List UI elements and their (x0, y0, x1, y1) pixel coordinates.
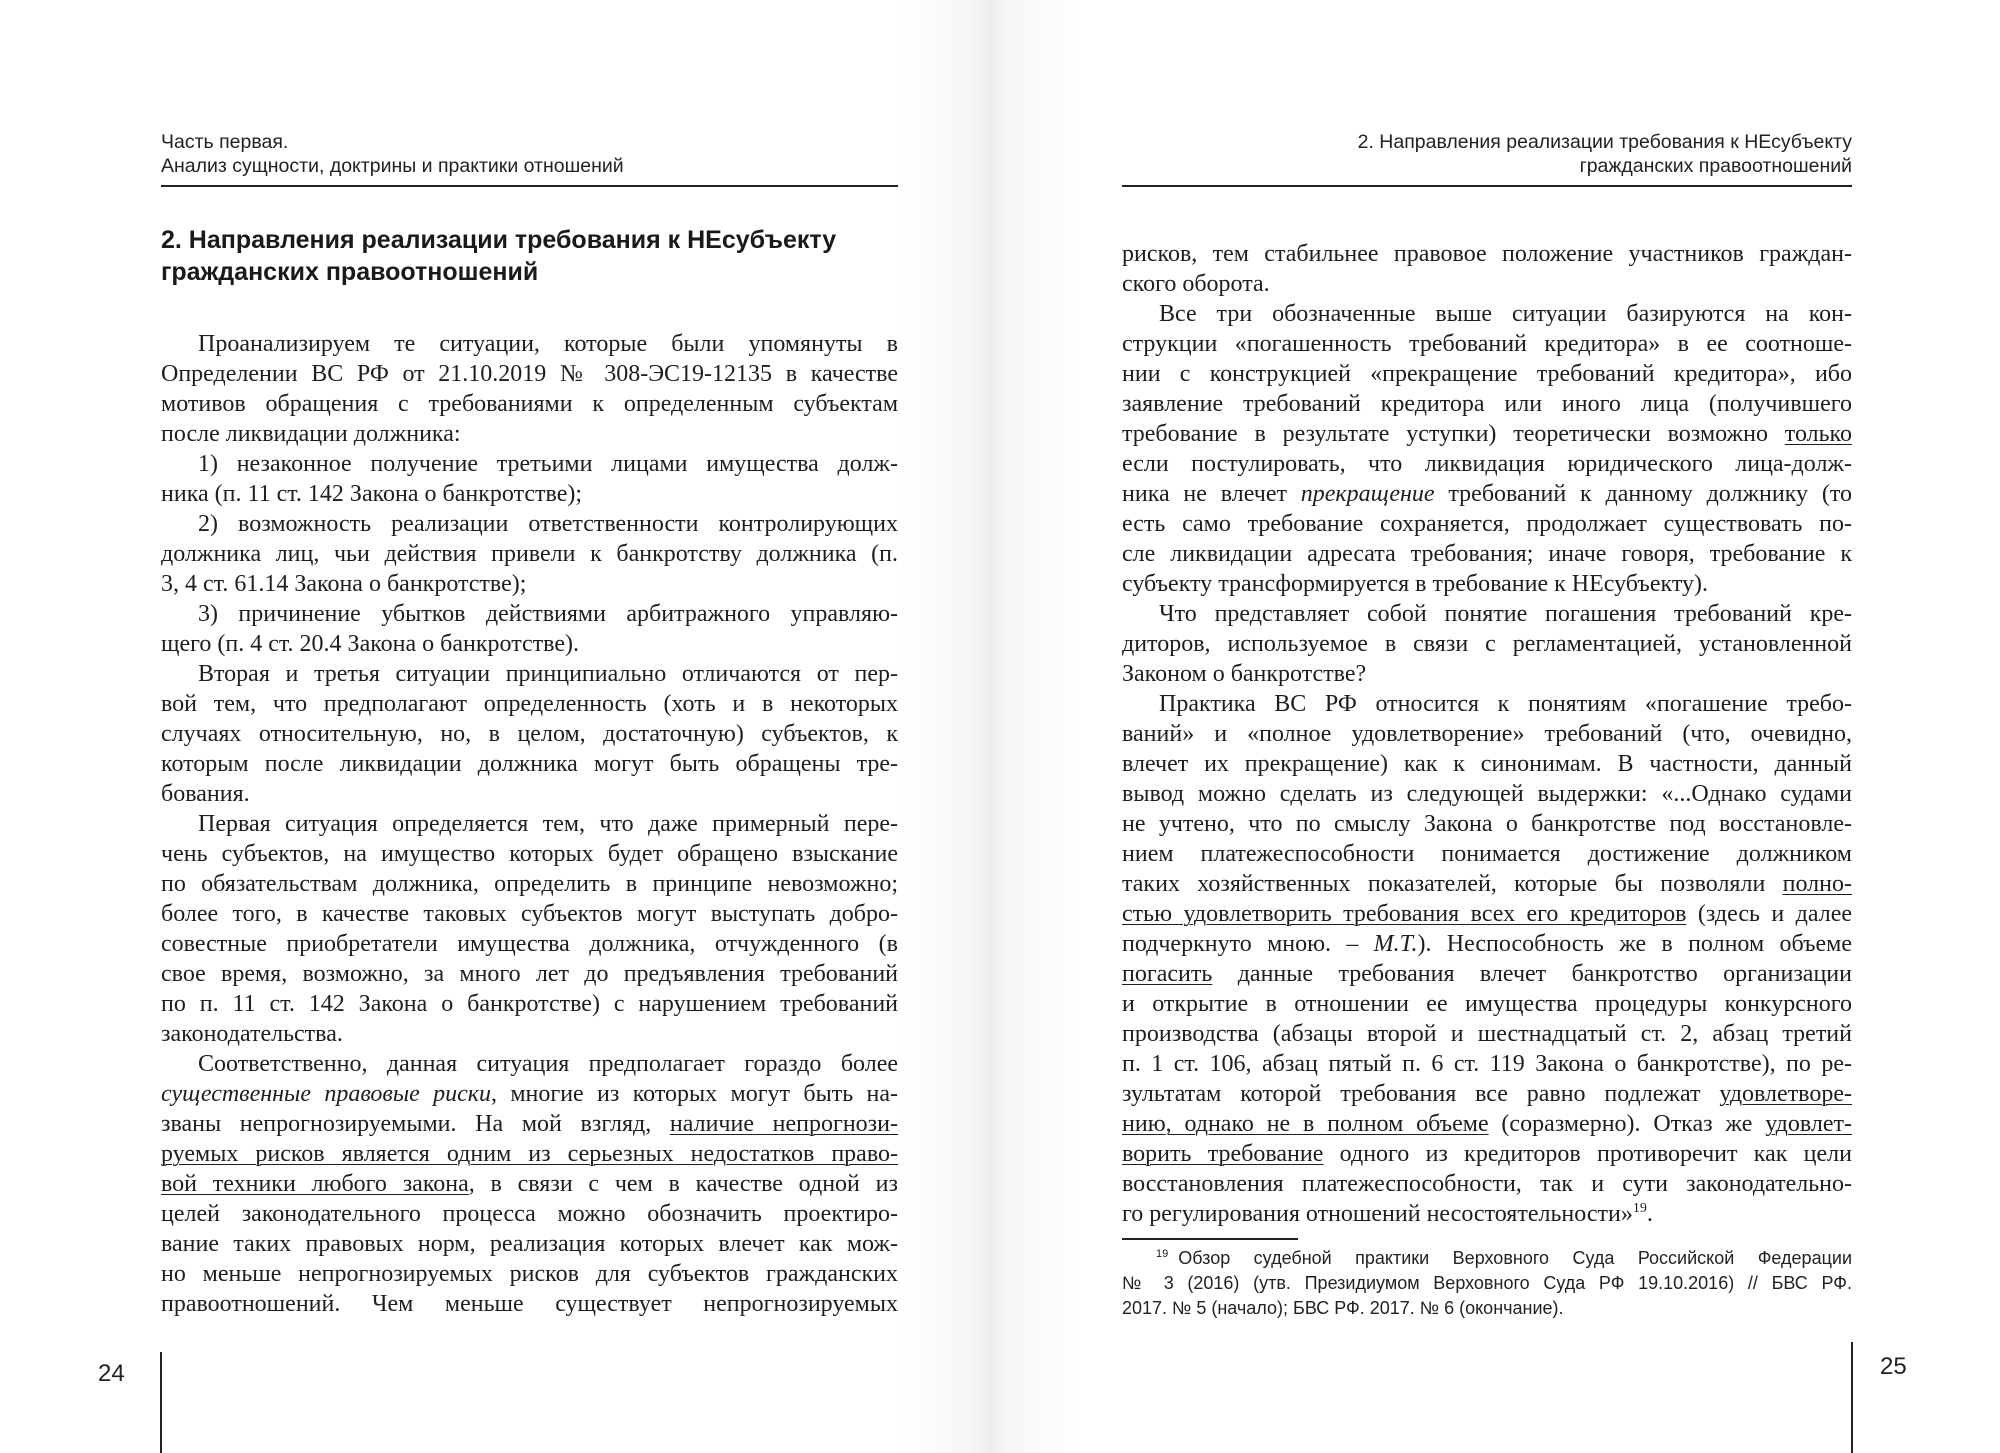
text-line (161, 1259, 898, 1289)
underlined-text: наличие непрогнози- (669, 1111, 899, 1137)
text-segment: Проанализируем те ситуации, которые были упомянуты в (198, 331, 898, 357)
text-line (161, 539, 898, 569)
text-segment: по обязательствам должника, определить в принципе невозможно; (161, 871, 898, 897)
text-segment: Определении ВС РФ от 21.10.2019 № 308-ЭС19-12135 в качестве (161, 361, 898, 387)
text-segment: Соответственно, данная ситуация предполагает гораздо более (198, 1051, 898, 1077)
text-segment: Что представляет собой понятие погашения требований кре- (1159, 601, 1852, 627)
footnote-reference: 19 (1632, 1201, 1647, 1216)
italic-text: прекращение (1300, 481, 1435, 507)
text-line (161, 1169, 898, 1199)
text-segment: должника лиц, чьи действия привели к банкротству должника (п. (161, 541, 898, 567)
text-line (1122, 659, 1852, 689)
text-segment: целей законодательного процесса можно обозначить проектиро- (161, 1201, 898, 1227)
text-line (161, 1049, 898, 1079)
underlined-text: погасить (1122, 961, 1213, 987)
text-line (1122, 959, 1852, 989)
footnote-line (1122, 1296, 1852, 1321)
underlined-text: только (1784, 421, 1852, 447)
text-line (161, 659, 898, 689)
text-segment: есть само требование сохраняется, продолжает существовать по- (1122, 511, 1852, 537)
text-segment: нием платежеспособности понимается достижение должником (1122, 841, 1852, 867)
running-head-line: Анализ сущности, доктрины и практики отношений (161, 155, 624, 177)
text-line (1122, 359, 1852, 389)
text-line (161, 749, 898, 779)
text-line (161, 899, 898, 929)
text-segment: 3) причинение убытков действиями арбитражного управляю- (198, 601, 898, 627)
text-line (1122, 1079, 1852, 1109)
text-segment: (здесь и далее (1686, 901, 1852, 927)
text-line (161, 719, 898, 749)
text-line (1122, 569, 1852, 599)
text-line (1122, 329, 1852, 359)
text-line (161, 449, 898, 479)
text-segment: Практика ВС РФ относится к понятиям «погашение требо- (1159, 691, 1852, 717)
text-line (161, 989, 898, 1019)
text-segment: щего (п. 4 ст. 20.4 Закона о банкротстве). (161, 631, 579, 657)
text-segment: и открытие в отношении ее имущества процедуры конкурсного (1122, 991, 1852, 1017)
text-segment: п. 1 ст. 106, абзац пятый п. 6 ст. 119 Закона о банкротстве), по ре- (1122, 1051, 1852, 1077)
text-line (161, 1289, 898, 1319)
text-line (161, 689, 898, 719)
running-head-line: 2. Направления реализации требования к НЕсубъекту (1357, 131, 1852, 153)
text-line (1122, 689, 1852, 719)
text-segment: ваний» и «полное удовлетворение» требований (что, очевидно, (1122, 721, 1852, 747)
underlined-text: вой техники любого закона (161, 1171, 469, 1197)
text-segment: рисков, тем стабильнее правовое положение участников граждан- (1122, 241, 1852, 267)
running-head-line: гражданских правоотношений (1579, 155, 1852, 177)
text-line (161, 419, 898, 449)
text-segment: Вторая и третья ситуации принципиально отличаются от пер- (198, 661, 898, 687)
footnote (1122, 1246, 1852, 1321)
text-line (161, 599, 898, 629)
text-line (1122, 869, 1852, 899)
text-segment: заявление требований кредитора или иного лица (получившего (1122, 391, 1852, 417)
text-segment: . (1646, 1201, 1653, 1227)
text-segment: 3, 4 ст. 61.14 Закона о банкротстве); (161, 571, 527, 597)
text-segment: мотивов обращения с требованиями к определенным субъектам (161, 391, 898, 417)
text-line (1122, 839, 1852, 869)
book-gutter-shadow (900, 0, 1080, 1453)
text-segment: струкции «погашенность требований кредитора» в ее соотноше- (1122, 331, 1852, 357)
text-line (1122, 1169, 1852, 1199)
text-line (1122, 749, 1852, 779)
text-line (1122, 299, 1852, 329)
text-segment: 2) возможность реализации ответственности контролирующих (198, 511, 898, 537)
text-line (1122, 269, 1852, 299)
underlined-text: стью удовлетворить требования всех его кредиторов (1122, 901, 1687, 927)
text-line (161, 1109, 898, 1139)
text-segment: , многие из которых могут быть на- (490, 1081, 898, 1107)
text-line (161, 569, 898, 599)
chapter-title (161, 224, 898, 288)
header-rule (1122, 185, 1852, 187)
running-head-line: Часть первая. (161, 131, 289, 153)
text-segment: требование в результате уступки) теоретически возможно (1122, 421, 1785, 447)
text-segment: диторов, используемое в связи с регламентацией, установленной (1122, 631, 1852, 657)
text-segment: которым после ликвидации должника могут быть обращены тре- (161, 751, 898, 777)
footnote-rule (1122, 1238, 1298, 1240)
text-line (1122, 1019, 1852, 1049)
text-segment: более того, в качестве таковых субъектов могут выступать добро- (161, 901, 898, 927)
text-line (1122, 389, 1852, 419)
text-segment: влечет их прекращение) как к синонимам. В частности, данный (1122, 751, 1852, 777)
text-line (161, 1079, 898, 1109)
text-segment: не учтено, что по смыслу Закона о банкротстве под восстановле- (1122, 811, 1852, 837)
text-line (161, 869, 898, 899)
text-segment: вой тем, что предполагают определенность (хоть и в некоторых (161, 691, 898, 717)
text-segment: зультатам которой требования все равно подлежат (1122, 1081, 1720, 1107)
text-line (1122, 539, 1852, 569)
text-segment: субъекту трансформируется в требование к НЕсубъекту). (1122, 571, 1708, 597)
text-line (161, 839, 898, 869)
page-edge-line (160, 1352, 162, 1453)
text-line (1122, 449, 1852, 479)
chapter-title-line: 2. Направления реализации требования к НЕсубъекту (161, 226, 837, 254)
header-rule (161, 185, 898, 187)
underlined-text: полно- (1782, 871, 1852, 897)
text-line (161, 389, 898, 419)
text-line (161, 509, 898, 539)
page-edge-line (1851, 1342, 1853, 1453)
text-line (1122, 479, 1852, 509)
text-line (161, 959, 898, 989)
chapter-title-line: гражданских правоотношений (161, 258, 539, 286)
left-page-body-text (161, 329, 898, 1319)
text-segment: чень субъектов, на имущество которых будет обращено взыскание (161, 841, 898, 867)
text-line (1122, 1109, 1852, 1139)
text-segment: законодательства. (161, 1021, 343, 1047)
text-segment: бования. (161, 781, 250, 807)
text-segment: если постулировать, что ликвидация юридического лица-долж- (1122, 451, 1852, 477)
text-segment: ского оборота. (1122, 271, 1270, 297)
footnote-line (1122, 1246, 1852, 1271)
text-segment: нии с конструкцией «прекращение требований кредитора», ибо (1122, 361, 1852, 387)
text-line (1122, 1199, 1852, 1229)
text-segment: № 3 (2016) (утв. Президиумом Верховного Суда РФ 19.10.2016) // БВС РФ. (1122, 1273, 1852, 1293)
text-segment: данные требования влечет банкротство организации (1212, 961, 1852, 987)
text-line (161, 1139, 898, 1169)
text-segment: (соразмерно). Отказ же (1488, 1111, 1766, 1137)
text-line (1122, 899, 1852, 929)
text-segment: случаях относительную, но, в целом, достаточную) субъектов, к (161, 721, 898, 747)
text-line (161, 929, 898, 959)
italic-text: существенные правовые риски (161, 1081, 491, 1107)
text-segment: после ликвидации должника: (161, 421, 461, 447)
text-segment: Первая ситуация определяется тем, что даже примерный пере- (198, 811, 898, 837)
text-segment: 2017. № 5 (начало); БВС РФ. 2017. № 6 (окончание). (1122, 1298, 1564, 1318)
text-line (1122, 239, 1852, 269)
text-segment: 1) незаконное получение третьими лицами имущества долж- (198, 451, 898, 477)
text-segment: , в связи с чем в качестве одной из (468, 1171, 898, 1197)
footnote-line (1122, 1271, 1852, 1296)
text-segment: сле ликвидации адресата требования; иначе говоря, требование к (1122, 541, 1852, 567)
underlined-text: удовлет- (1765, 1111, 1853, 1137)
text-line (161, 809, 898, 839)
text-segment: Все три обозначенные выше ситуации базируются на кон- (1159, 301, 1852, 327)
text-segment: правоотношений. Чем меньше существует непрогнозируемых (161, 1291, 898, 1317)
text-line (161, 329, 898, 359)
text-segment: но меньше непрогнозируемых рисков для субъектов гражданских (161, 1261, 898, 1287)
text-line (1122, 719, 1852, 749)
underlined-text: удовлетворе- (1719, 1081, 1852, 1107)
text-segment: вывод можно сделать из следующей выдержки: «...Однако судами (1122, 781, 1852, 807)
text-segment: го регулирования отношений несостоятельности» (1122, 1201, 1633, 1227)
text-segment: восстановления платежеспособности, так и сути законодательно- (1122, 1171, 1852, 1197)
text-segment: свое время, возможно, за много лет до предъявления требований (161, 961, 898, 987)
text-segment: вание таких правовых норм, реализация которых влечет как мож- (161, 1231, 898, 1257)
text-segment: ника не влечет (1122, 481, 1301, 507)
text-line (161, 1019, 898, 1049)
text-segment: Законом о банкротстве? (1122, 661, 1367, 687)
underlined-text: руемых рисков является одним из серьезных недостатков право- (161, 1141, 898, 1167)
right-page-body-text (1122, 239, 1852, 1229)
text-line (161, 779, 898, 809)
text-segment: званы непрогнозируемыми. На мой взгляд, (161, 1111, 670, 1137)
text-line (1122, 509, 1852, 539)
text-line (1122, 419, 1852, 449)
page-number: 24 (98, 1360, 125, 1387)
text-segment: Обзор судебной практики Верховного Суда Российской Федерации (1178, 1248, 1852, 1268)
left-running-head (161, 130, 898, 178)
text-line (161, 629, 898, 659)
footnote-reference: 19 (1156, 1248, 1169, 1260)
text-segment: по п. 11 ст. 142 Закона о банкротстве) с нарушением требований (161, 991, 898, 1017)
text-line (1122, 809, 1852, 839)
text-line (1122, 1139, 1852, 1169)
text-segment: совестные приобретатели имущества должника, отчужденного (в (161, 931, 898, 957)
underlined-text: ворить требование (1122, 1141, 1324, 1167)
text-line (1122, 599, 1852, 629)
text-segment: подчеркнуто мною. – (1122, 931, 1374, 957)
text-line (1122, 989, 1852, 1019)
text-line (161, 1199, 898, 1229)
right-running-head (1122, 130, 1852, 178)
text-segment: ). Неспособность же в полном объеме (1417, 931, 1852, 957)
text-segment: ника (п. 11 ст. 142 Закона о банкротстве); (161, 481, 583, 507)
text-segment: таких хозяйственных показателей, которые бы позволяли (1122, 871, 1783, 897)
italic-text: М.Т. (1373, 931, 1418, 957)
text-segment: одного из кредиторов противоречит как цели (1323, 1141, 1852, 1167)
text-segment: требований к данному должнику (то (1434, 481, 1852, 507)
text-line (1122, 629, 1852, 659)
page-number: 25 (1880, 1353, 1907, 1380)
text-line (1122, 1049, 1852, 1079)
text-line (1122, 779, 1852, 809)
text-line (1122, 929, 1852, 959)
text-line (161, 359, 898, 389)
text-segment: производства (абзацы второй и шестнадцатый ст. 2, абзац третий (1122, 1021, 1852, 1047)
text-line (161, 1229, 898, 1259)
text-line (161, 479, 898, 509)
underlined-text: нию, однако не в полном объеме (1122, 1111, 1489, 1137)
